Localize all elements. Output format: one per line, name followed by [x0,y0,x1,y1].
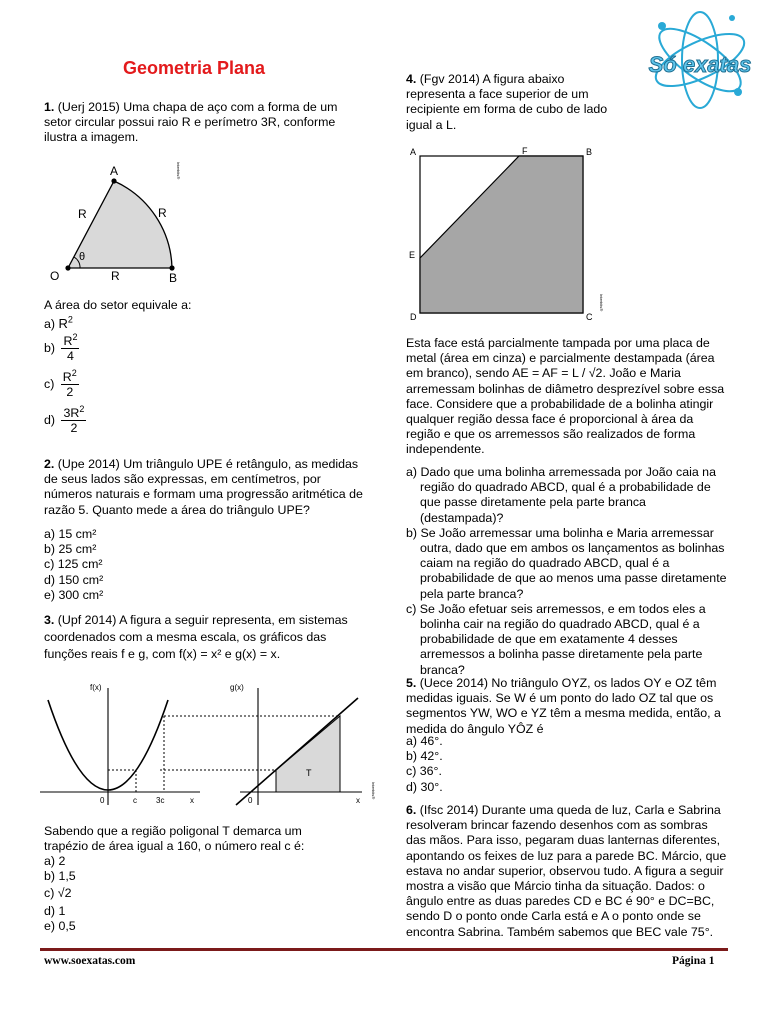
function-graphs-figure [40,680,380,816]
question-5-text [406,676,728,737]
x-label-left: x [190,796,194,805]
3c-label: 3c [156,796,165,805]
question-4-number: 4. [406,72,417,86]
point-b-label: B [169,271,178,285]
question-1-option-d: d) $\frac{3R^2}{2}$ [44,403,85,435]
figure-credit: Interbits® [176,162,181,180]
question-2-options [44,527,103,603]
footer-rule [40,948,728,951]
question-2-option: e) 300 cm² [44,587,104,602]
footer-website: www.soexatas.com [44,955,136,967]
point-o-label: O [50,269,60,283]
radius-label-right: R [158,206,167,220]
question-2-option: b) 25 cm² [44,542,97,557]
question-1-text [44,100,366,146]
question-4-items [406,465,728,678]
question-1-statement: (Uerj 2015) Uma chapa de aço com a forma de um setor circular possui raio R e perímetro 3R, conforme ilustra a imagem. [44,100,338,145]
radius-label-bottom: R [111,269,120,283]
footer-page-number: Página 1 [672,955,715,967]
question-6-number: 6. [406,803,417,817]
question-5-option: a) 46°. [406,734,443,748]
point-d-label: D [410,312,417,322]
question-6-text [406,803,728,940]
question-2-text [44,457,366,518]
question-6-statement: (Ifsc 2014) Durante uma queda de luz, Carla e Sabrina resolveram brincar fazendo desenhos com as sombras das mãos. Para isso, pegaram duas lanternas diferentes, apontando os feixes de luz para a parede BC. Márcio, que estava no andar superior, observou tudo. A figura a seguir mostra a visão que Márcio tinha da situação. Dados: o ângulo entre as duas paredes CD e BC é 90° e DC=BC, sendo D o ponto onde Carla está e A o ponto onde se encontra Sabrina. Também sabemos que BEC vale 75°. [406,803,727,939]
logo-graphic [640,4,760,116]
question-5-options [406,734,443,795]
question-3-statement: (Upf 2014) A figura a seguir representa, em sistemas coordenados com a mesma escala, os gráficos das funções reais f e g, com f(x) = x² e g(x) = x. [44,613,348,661]
question-1-option-a: a) $R^2$ [44,314,73,331]
x-label-right: x [356,796,360,805]
question-4-context: Esta face está parcialmente tampada por uma placa de metal (área em cinza) e parcialmente destampada (área em branco), sendo AE = AF = L / √2. João e Maria arremessam bolinhas de diâmetro desprezível sobre essa face. Considere que a probabilidade de a bolinha atingir qualquer região dessa face é proporcional à área da região e que os arremessos são realizados de forma independente. [406,336,725,457]
question-3-option: d) 1 [44,903,66,918]
question-1-option-c: c) $\frac{R^2}{2}$ [44,367,77,399]
c-label: c [133,796,137,805]
question-4-text [406,72,624,133]
gx-label: g(x) [230,683,244,692]
question-1-option-b: b) $\frac{R^2}{4}$ [44,331,78,363]
sector-figure [44,160,194,285]
theta-label: θ [79,251,86,263]
question-5-option: d) 30°. [406,779,443,794]
point-a-label: A [410,147,417,157]
question-2-statement: (Upe 2014) Um triângulo UPE é retângulo, as medidas de seus lados são expressas, em centímetros, por números naturais e formam uma progressão aritmética de razão 5. Quanto mede a área do triângulo UPE? [44,457,363,517]
logo-text: Só exatas [648,52,752,77]
question-3-options [44,854,76,934]
square-figure [406,144,606,324]
question-2-option: d) 150 cm² [44,572,104,587]
question-3-prompt: Sabendo que a região poligonal T demarca um trapézio de área igual a 160, o número real c é: [44,824,305,854]
question-5-option: c) 36°. [406,764,442,779]
question-3-option: e) 0,5 [44,918,76,933]
trapezoid-region-t [276,716,340,792]
question-4-statement: (Fgv 2014) A figura abaixo representa a face superior de um recipiente em forma de cubo de lado igual a L. [406,72,608,132]
question-5-option: b) 42°. [406,749,443,764]
question-5-statement: (Uece 2014) No triângulo OYZ, os lados OY e OZ têm medidas iguais. Se W é um ponto do lado OZ tal que os segmentos YW, WO e YZ têm a mesma medida, então, a medida do ângulo YÔZ é [406,676,721,736]
point-f-label: F [522,146,528,156]
fx-label: f(x) [90,683,102,692]
question-2-option: c) 125 cm² [44,557,103,572]
question-4-item-c: c) Se João efetuar seis arremessos, e em todos eles a bolinha cair na região do quadrado ABCD, qual é a probabilidade de que em exatamente 4 desses arremessos a bolinha passe diretamente pela parte branca? [406,601,706,677]
question-4-item-a: a) Dado que uma bolinha arremessada por João caia na região do quadrado ABCD, qual é a probabilidade de que passe diretamente pela parte branca (destampada)? [406,465,716,525]
figure-credit: Interbits® [599,294,604,312]
page-title: Geometria Plana [123,58,266,78]
question-5-number: 5. [406,676,417,690]
radius-label-left: R [78,207,87,221]
question-4-item-b: b) Se João arremessar uma bolinha e Maria arremessar outra, dado que em ambos os lançamentos as bolinhas caiam na região do quadrado ABCD, qual é a probabilidade de que ao menos uma passe diretamente pela parte branca? [406,525,727,601]
logo [640,4,760,116]
question-1-prompt: A área do setor equivale a: [44,298,192,312]
question-3-text [44,612,366,663]
origin-right-label: 0 [248,796,253,805]
point-e-label: E [409,250,416,260]
point-b-label: B [586,147,593,157]
t-label: T [306,768,312,778]
origin-left-label: 0 [100,796,105,805]
question-3-option: b) 1,5 [44,869,76,884]
question-2-number: 2. [44,457,55,471]
point-c-label: C [586,312,593,322]
question-1-number: 1. [44,100,55,114]
point-a-label: A [110,164,119,178]
question-3-option: c) √2 [44,886,72,901]
figure-credit: Interbits® [371,782,376,800]
question-2-option: a) 15 cm² [44,527,97,541]
question-3-number: 3. [44,613,55,627]
question-3-option: a) 2 [44,854,66,868]
